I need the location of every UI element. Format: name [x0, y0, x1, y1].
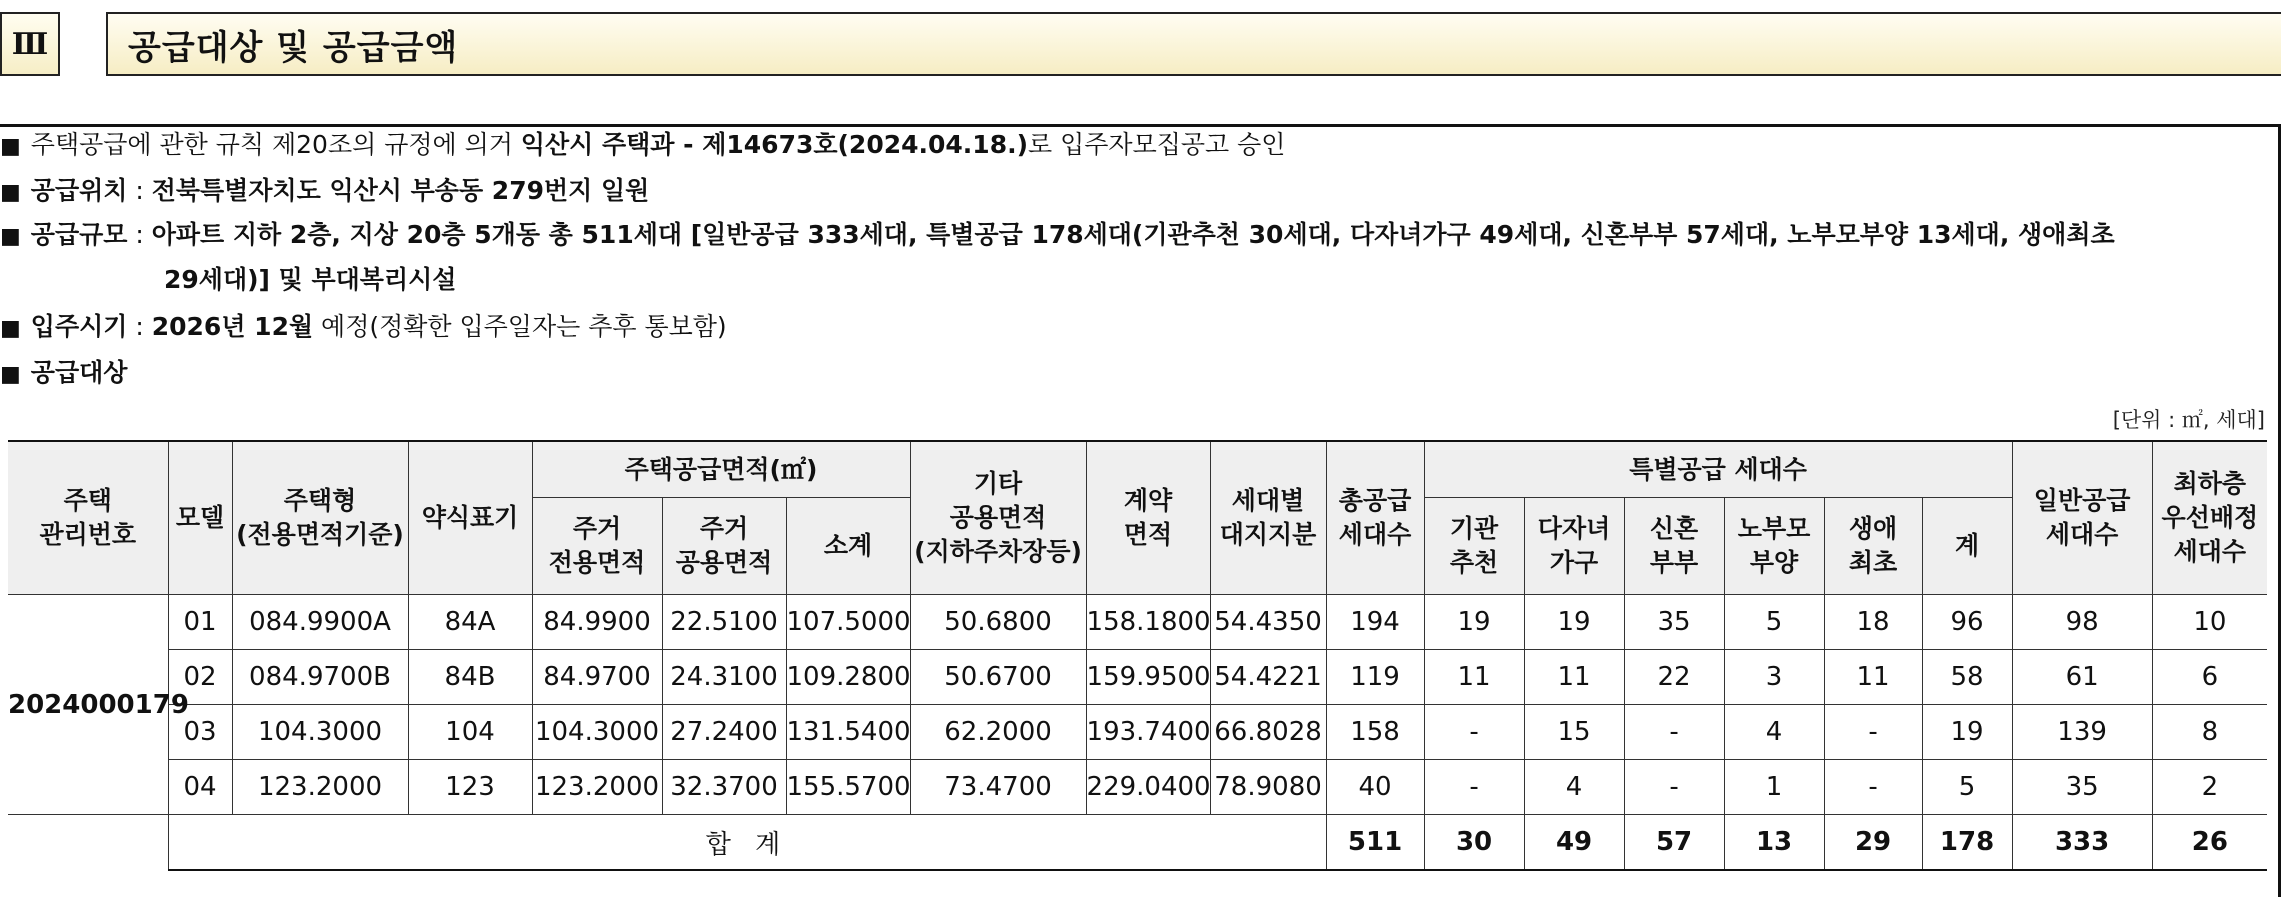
cell-general-units: 35: [2012, 760, 2152, 815]
cell-abbr: 84A: [408, 595, 532, 650]
cell-common-area: 24.3100: [662, 650, 786, 705]
table-row: [8, 650, 2267, 705]
cell-total-units: 40: [1326, 760, 1424, 815]
cell-total-units: 194: [1326, 595, 1424, 650]
info-move-in: ■ 입주시기 : 2026년 12월 예정(정확한 입주일자는 추후 통보함): [0, 312, 727, 341]
total-label: 합 계: [168, 815, 1326, 871]
total-cell: 30: [1424, 815, 1524, 871]
cell-other-common-area: 73.4700: [910, 760, 1086, 815]
cell-multi-child: 11: [1524, 650, 1624, 705]
table-row: [8, 705, 2267, 760]
cell-other-common-area: 62.2000: [910, 705, 1086, 760]
header-agency: 기관 추천: [1424, 498, 1524, 595]
total-cell: 57: [1624, 815, 1724, 871]
cell-elderly: 4: [1724, 705, 1824, 760]
header-multi-child: 다자녀 가구: [1524, 498, 1624, 595]
header-house-no: 주택 관리번호: [8, 441, 168, 595]
cell-land-share: 66.8028: [1210, 705, 1326, 760]
header-abbr: 약식표기: [408, 441, 532, 595]
cell-agency: 19: [1424, 595, 1524, 650]
cell-first-time: 11: [1824, 650, 1922, 705]
cell-newlywed: 22: [1624, 650, 1724, 705]
cell-agency: -: [1424, 760, 1524, 815]
square-bullet-icon: ■: [0, 180, 21, 205]
table-row: [8, 595, 2267, 650]
cell-abbr: 104: [408, 705, 532, 760]
section-number: Ⅲ: [0, 12, 60, 76]
cell-other-common-area: 50.6700: [910, 650, 1086, 705]
cell-exclusive-area: 104.3000: [532, 705, 662, 760]
cell-land-share: 78.9080: [1210, 760, 1326, 815]
move-in-label: 입주시기: [30, 312, 128, 341]
cell-newlywed: 35: [1624, 595, 1724, 650]
header-first-time: 생애 최초: [1824, 498, 1922, 595]
square-bullet-icon: ■: [0, 362, 21, 387]
total-blank-cell: [8, 815, 168, 871]
scale-value: 아파트 지하 2층, 지상 20층 5개동 총 511세대 [일반공급 333세대, 특별공급 178세대(기관추천 30세대, 다자녀가구 49세대, 신혼부부 57세대, 노부모부양 13세대, 생애최초: [151, 220, 2115, 249]
unit-note: [단위 : ㎡, 세대]: [2112, 408, 2265, 432]
header-contract: 계약 면적: [1086, 441, 1210, 595]
total-cell: 178: [1922, 815, 2012, 871]
cell-common-area: 32.3700: [662, 760, 786, 815]
cell-contract-area: 229.0400: [1086, 760, 1210, 815]
cell-type: 123.2000: [232, 760, 408, 815]
approval-number: 익산시 주택과 - 제14673호(2024.04.18.): [520, 130, 1029, 159]
table-row: [8, 760, 2267, 815]
total-cell: 13: [1724, 815, 1824, 871]
cell-general-units: 98: [2012, 595, 2152, 650]
cell-land-share: 54.4221: [1210, 650, 1326, 705]
total-cell: 29: [1824, 815, 1922, 871]
cell-model: 04: [168, 760, 232, 815]
cell-agency: 11: [1424, 650, 1524, 705]
square-bullet-icon: ■: [0, 134, 21, 159]
header-low-floor: 최하층 우선배정 세대수: [2152, 441, 2267, 595]
cell-type: 084.9700B: [232, 650, 408, 705]
header-land-share: 세대별 대지지분: [1210, 441, 1326, 595]
cell-multi-child: 4: [1524, 760, 1624, 815]
cell-total-units: 158: [1326, 705, 1424, 760]
cell-subtotal-area: 155.5700: [786, 760, 910, 815]
header-model: 모델: [168, 441, 232, 595]
cell-special-sum: 5: [1922, 760, 2012, 815]
cell-newlywed: -: [1624, 705, 1724, 760]
cell-exclusive-area: 123.2000: [532, 760, 662, 815]
cell-special-sum: 96: [1922, 595, 2012, 650]
total-cell: 49: [1524, 815, 1624, 871]
square-bullet-icon: ■: [0, 316, 21, 341]
header-general: 일반공급 세대수: [2012, 441, 2152, 595]
cell-multi-child: 19: [1524, 595, 1624, 650]
cell-multi-child: 15: [1524, 705, 1624, 760]
location-value: 전북특별자치도 익산시 부송동 279번지 일원: [151, 176, 650, 205]
cell-elderly: 1: [1724, 760, 1824, 815]
info-scale: ■ 공급규모 : 아파트 지하 2층, 지상 20층 5개동 총 511세대 [일반공급 333세대, 특별공급 178세대(기관추천 30세대, 다자녀가구 49세대, 신혼부부 57세대, 노부모부양 13세대, 생애최초: [0, 220, 2115, 249]
cell-common-area: 27.2400: [662, 705, 786, 760]
cell-type: 084.9900A: [232, 595, 408, 650]
section-title: 공급대상 및 공급금액: [106, 12, 2281, 76]
header-newlywed: 신혼 부부: [1624, 498, 1724, 595]
cell-subtotal-area: 131.5400: [786, 705, 910, 760]
cell-elderly: 5: [1724, 595, 1824, 650]
cell-type: 104.3000: [232, 705, 408, 760]
cell-agency: -: [1424, 705, 1524, 760]
cell-first-time: -: [1824, 760, 1922, 815]
header-other-common: 기타 공용면적 (지하주차장등): [910, 441, 1086, 595]
cell-low-floor-units: 2: [2152, 760, 2267, 815]
total-cell: 26: [2152, 815, 2267, 871]
cell-general-units: 61: [2012, 650, 2152, 705]
header-supply-area: 주택공급면적(㎡): [532, 441, 910, 498]
header-special-sum: 계: [1922, 498, 2012, 595]
header-type: 주택형 (전용면적기준): [232, 441, 408, 595]
cell-first-time: -: [1824, 705, 1922, 760]
cell-exclusive-area: 84.9700: [532, 650, 662, 705]
cell-contract-area: 193.7400: [1086, 705, 1210, 760]
cell-model: 01: [168, 595, 232, 650]
cell-contract-area: 159.9500: [1086, 650, 1210, 705]
cell-abbr: 84B: [408, 650, 532, 705]
cell-land-share: 54.4350: [1210, 595, 1326, 650]
cell-special-sum: 19: [1922, 705, 2012, 760]
total-row: [8, 815, 2267, 871]
header-exclusive: 주거 전용면적: [532, 498, 662, 595]
approval-text: 주택공급에 관한 규칙 제20조의 규정에 의거: [30, 130, 521, 159]
scale-value-continued: 29세대)] 및 부대복리시설: [164, 265, 457, 294]
info-location: ■ 공급위치 : 전북특별자치도 익산시 부송동 279번지 일원: [0, 176, 650, 205]
header-elderly: 노부모 부양: [1724, 498, 1824, 595]
cell-low-floor-units: 6: [2152, 650, 2267, 705]
approval-suffix: 로 입주자모집공고 승인: [1028, 130, 1286, 159]
move-in-value: 2026년 12월: [151, 312, 314, 341]
header-total-units: 총공급 세대수: [1326, 441, 1424, 595]
info-target: [0, 356, 127, 392]
cell-exclusive-area: 84.9900: [532, 595, 662, 650]
location-label: 공급위치: [30, 176, 128, 205]
cell-elderly: 3: [1724, 650, 1824, 705]
cell-first-time: 18: [1824, 595, 1922, 650]
square-bullet-icon: ■: [0, 224, 21, 249]
cell-general-units: 139: [2012, 705, 2152, 760]
header-subtotal: 소계: [786, 498, 910, 595]
target-label: 공급대상: [30, 358, 128, 387]
cell-model: 03: [168, 705, 232, 760]
cell-abbr: 123: [408, 760, 532, 815]
scale-label: 공급규모: [30, 220, 128, 249]
cell-low-floor-units: 10: [2152, 595, 2267, 650]
cell-subtotal-area: 109.2800: [786, 650, 910, 705]
cell-contract-area: 158.1800: [1086, 595, 1210, 650]
supply-table: [8, 440, 2267, 871]
info-approval: [0, 128, 1285, 164]
cell-common-area: 22.5100: [662, 595, 786, 650]
cell-total-units: 119: [1326, 650, 1424, 705]
header-common: 주거 공용면적: [662, 498, 786, 595]
cell-newlywed: -: [1624, 760, 1724, 815]
house-no-cell: 2024000179: [8, 595, 168, 815]
cell-subtotal-area: 107.5000: [786, 595, 910, 650]
total-cell: 511: [1326, 815, 1424, 871]
cell-model: 02: [168, 650, 232, 705]
move-in-suffix: 예정(정확한 입주일자는 추후 통보함): [313, 312, 727, 341]
cell-special-sum: 58: [1922, 650, 2012, 705]
cell-low-floor-units: 8: [2152, 705, 2267, 760]
total-cell: 333: [2012, 815, 2152, 871]
cell-other-common-area: 50.6800: [910, 595, 1086, 650]
header-special: 특별공급 세대수: [1424, 441, 2012, 498]
